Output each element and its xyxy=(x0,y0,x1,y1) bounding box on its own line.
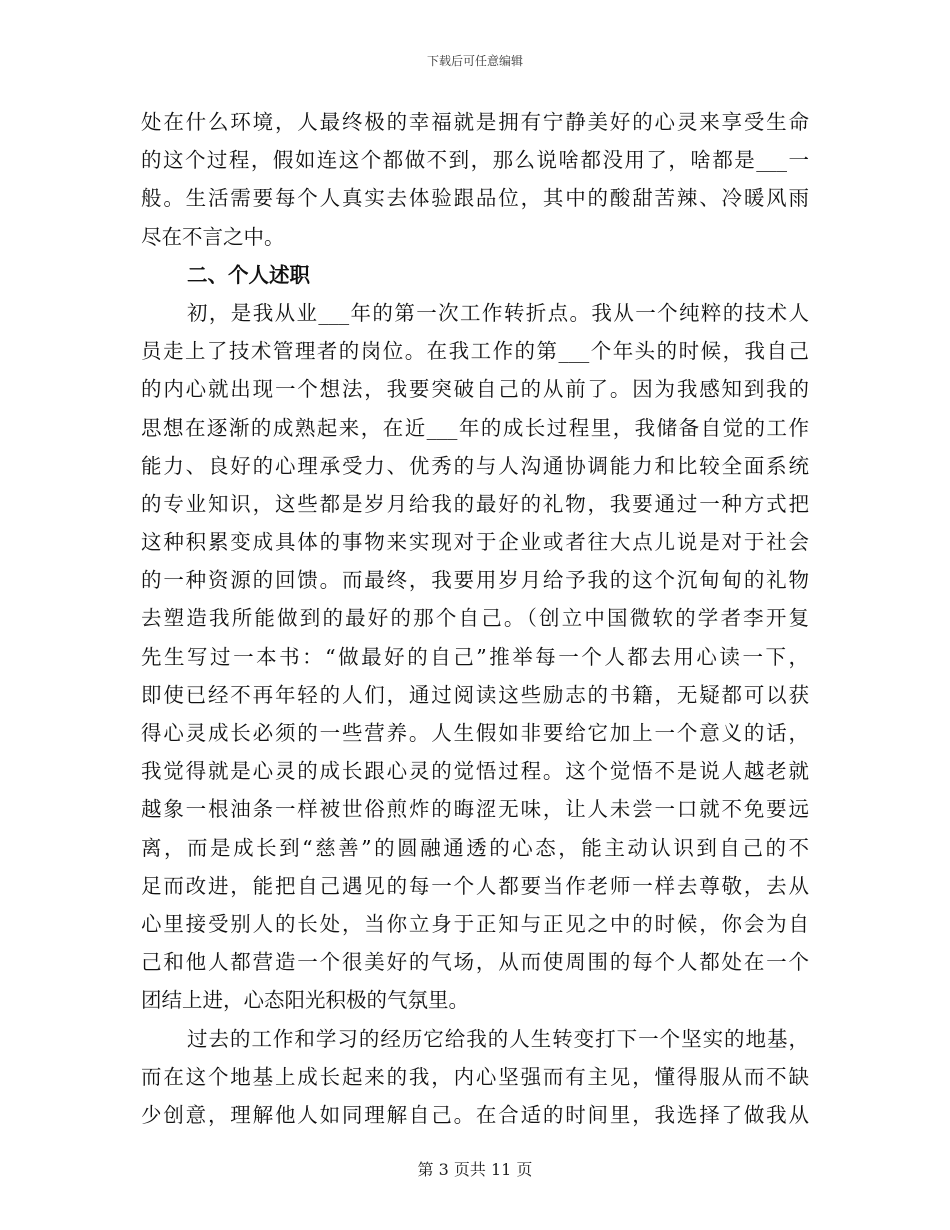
text-line: 己和他人都营造一个很美好的气场，从而使周围的每个人都处在一个 xyxy=(141,950,809,975)
section-heading: 二、个人述职 xyxy=(187,262,310,287)
text-line: 团结上进，心态阳光积极的气氛里。 xyxy=(141,988,469,1013)
text-line: 处在什么环境，人最终极的幸福就是拥有宁静美好的心灵来享受生命 xyxy=(141,110,809,134)
text-line: 得心灵成长必须的一些营养。人生假如非要给它加上一个意义的话， xyxy=(141,721,809,745)
text-line: 的内心就出现一个想法，我要突破自己的从前了。因为我感知到我的 xyxy=(141,377,809,402)
text-line: 心里接受别人的长处，当你立身于正知与正见之中的时候，你会为自 xyxy=(141,911,809,936)
text-line: 我觉得就是心灵的成长跟心灵的觉悟过程。这个觉悟不是说人越老就 xyxy=(141,759,809,784)
text-line: 过去的工作和学习的经历它给我的人生转变打下一个坚实的地基， xyxy=(187,1026,809,1051)
text-line: 离，而是成长到“慈善”的圆融通透的心态，能主动认识到自己的不 xyxy=(141,835,809,860)
document-body xyxy=(141,103,809,1134)
text-line: 般。生活需要每个人真实去体验跟品位，其中的酸甜苦辣、冷暖风雨 xyxy=(141,186,809,211)
text-line: 的一种资源的回馈。而最终，我要用岁月给予我的这个沉甸甸的礼物 xyxy=(141,568,809,593)
text-line: 去塑造我所能做到的最好的那个自己。（创立中国微软的学者李开复 xyxy=(141,606,809,631)
text-line: 少创意，理解他人如同理解自己。在合适的时间里，我选择了做我从 xyxy=(141,1102,809,1127)
text-line: 先生写过一本书：“做最好的自己”推举每一个人都去用心读一下， xyxy=(141,644,809,669)
text-line: 的专业知识，这些都是岁月给我的最好的礼物，我要通过一种方式把 xyxy=(141,491,809,516)
paragraph-1 xyxy=(141,103,809,256)
text-line: 而在这个地基上成长起来的我，内心坚强而有主见，懂得服从而不缺 xyxy=(141,1064,809,1089)
text-line: 思想在逐渐的成熟起来，在近___年的成长过程里，我储备自觉的工作 xyxy=(141,415,809,440)
text-line: 这种积累变成具体的事物来实现对于企业或者往大点儿说是对于社会 xyxy=(141,530,809,555)
text-line: 的这个过程，假如连这个都做不到，那么说啥都没用了，啥都是___一 xyxy=(141,148,809,173)
page-header-note: 下载后可任意编辑 xyxy=(426,54,523,68)
paragraph-3 xyxy=(141,1020,809,1135)
page-number-footer: 第 3 页共 11 页 xyxy=(417,1160,533,1179)
paragraph-2 xyxy=(141,294,809,1020)
text-line: 尽在不言之中。 xyxy=(141,224,285,249)
text-line: 初，是我从业___年的第一次工作转折点。我从一个纯粹的技术人 xyxy=(187,300,809,325)
text-line: 能力、良好的心理承受力、优秀的与人沟通协调能力和比较全面系统 xyxy=(141,453,809,478)
text-line: 足而改进，能把自己遇见的每一个人都要当作老师一样去尊敬，去从 xyxy=(141,873,809,898)
text-line: 员走上了技术管理者的岗位。在我工作的第___个年头的时候，我自己 xyxy=(141,339,809,364)
text-line: 即使已经不再年轻的人们，通过阅读这些励志的书籍，无疑都可以获 xyxy=(141,682,809,707)
text-line: 越象一根油条一样被世俗煎炸的晦涩无味，让人未尝一口就不免要远 xyxy=(141,797,809,822)
